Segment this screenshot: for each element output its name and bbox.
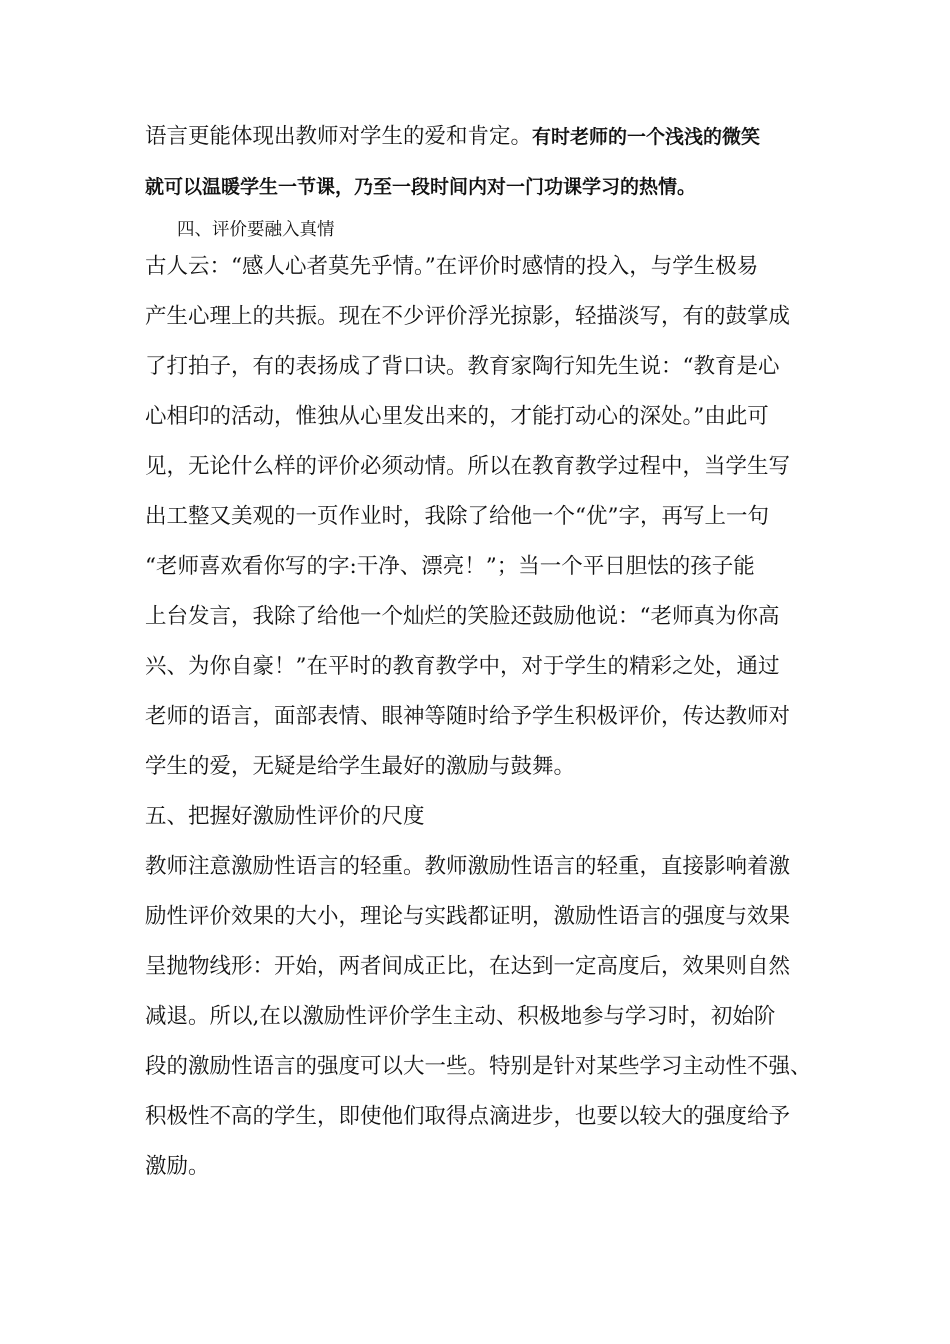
paragraph-line: 了打拍子，有的表扬成了背口诀。教育家陶行知先生说：“教育是心	[145, 354, 780, 379]
paragraph-line: 老师的语言，面部表情、眼神等随时给予学生积极评价，传达教师对	[145, 704, 791, 729]
paragraph-line: 教师注意激励性语言的轻重。教师激励性语言的轻重，直接影响着激	[145, 854, 791, 879]
section-heading-5: 五、把握好激励性评价的尺度	[145, 804, 425, 829]
paragraph-line: 上台发言，我除了给他一个灿烂的笑脸还鼓励他说：“老师真为你高	[145, 604, 780, 629]
paragraph-line: 见，无论什么样的评价必须动情。所以在教育教学过程中，当学生写	[145, 454, 791, 479]
paragraph-line: 段的激励性语言的强度可以大一些。特别是针对某些学习主动性不强、	[145, 1054, 812, 1079]
paragraph-line: 古人云：“感人心者莫先乎情。”在评价时感情的投入，与学生极易	[145, 254, 759, 279]
paragraph-line: 激励。	[145, 1154, 210, 1179]
text-line-2: 就可以温暖学生一节课，乃至一段时间内对一门功课学习的热情。	[145, 176, 697, 198]
regular-text: 语言更能体现出教师对学生的爱和肯定。	[145, 124, 533, 149]
paragraph-line: 呈抛物线形：开始，两者间成正比，在达到一定高度后，效果则自然	[145, 954, 791, 979]
bold-text: 有时老师的一个浅浅的微笑	[532, 126, 761, 148]
paragraph-line: “老师喜欢看你写的字:干净、漂亮！”；当一个平日胆怯的孩子能	[145, 554, 755, 579]
paragraph-line: 出工整又美观的一页作业时，我除了给他一个“优”字，再写上一句	[145, 504, 769, 529]
paragraph-line: 减退。所以,在以激励性评价学生主动、积极地参与学习时，初始阶	[145, 1004, 776, 1029]
paragraph-line: 学生的爱，无疑是给学生最好的激励与鼓舞。	[145, 754, 576, 779]
paragraph-line: 兴、为你自豪！”在平时的教育教学中，对于学生的精彩之处，通过	[145, 654, 780, 679]
paragraph-line: 心相印的活动，惟独从心里发出来的，才能打动心的深处。”由此可	[145, 404, 769, 429]
text-line-1	[145, 123, 760, 151]
paragraph-line: 积极性不高的学生，即使他们取得点滴进步，也要以较大的强度给予	[145, 1104, 791, 1129]
section-heading-4: 四、评价要融入真情	[177, 220, 335, 240]
paragraph-line: 产生心理上的共振。现在不少评价浮光掠影，轻描淡写，有的鼓掌成	[145, 304, 791, 329]
paragraph-line: 励性评价效果的大小，理论与实践都证明，激励性语言的强度与效果	[145, 904, 791, 929]
